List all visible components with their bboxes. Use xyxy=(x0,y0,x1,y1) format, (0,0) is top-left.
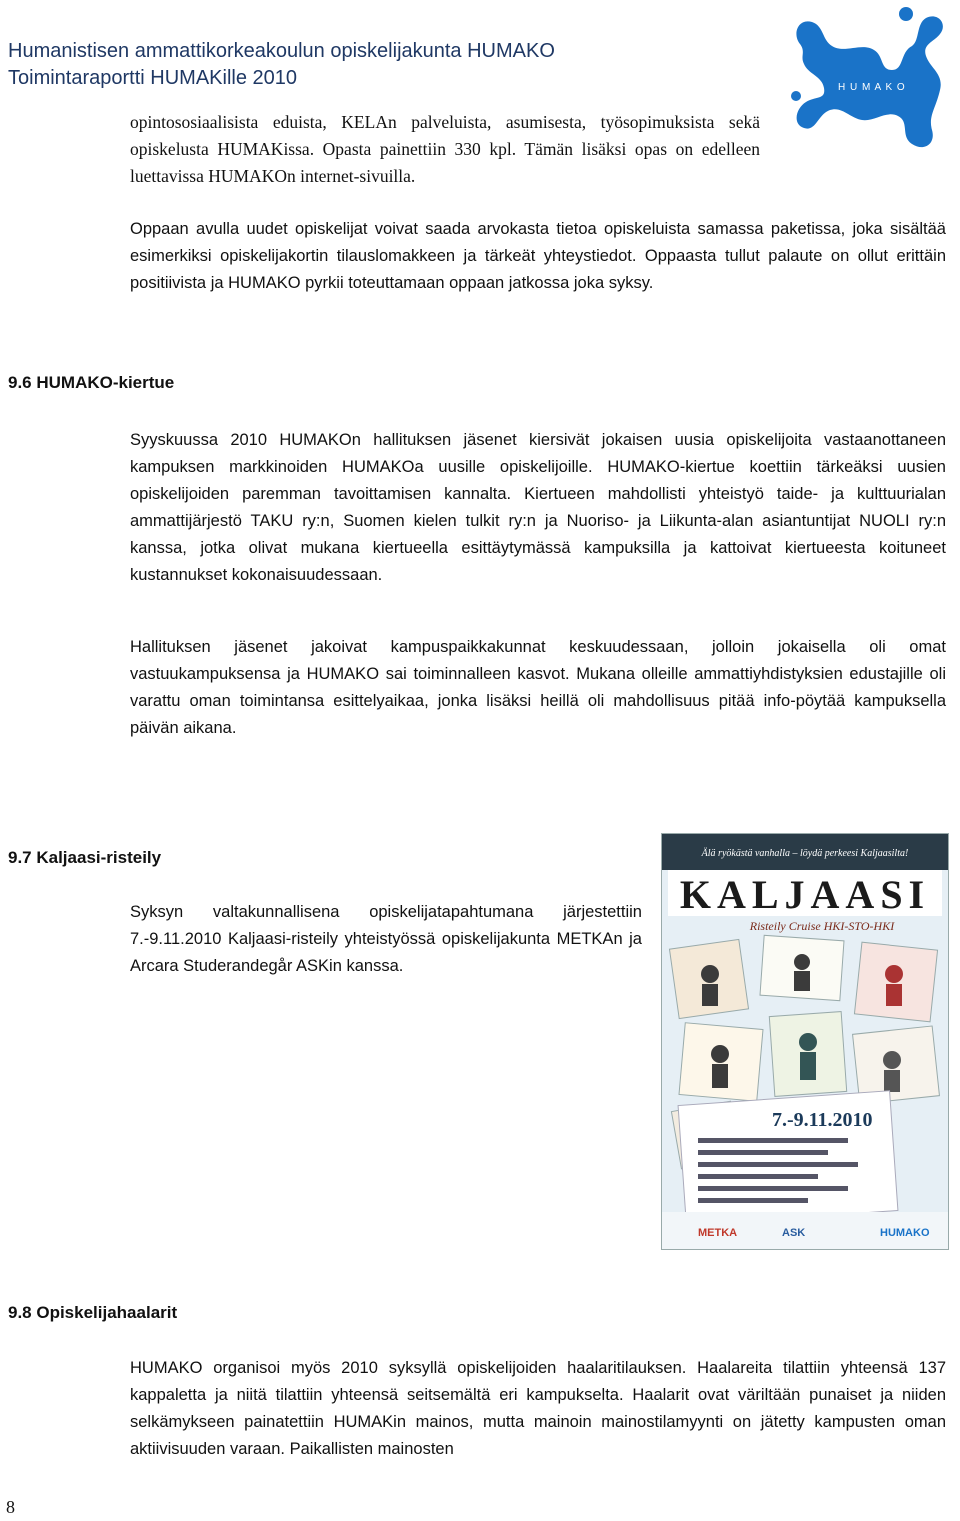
kaljaasi-poster xyxy=(661,833,949,1250)
poster-date: 7.-9.11.2010 xyxy=(772,1109,873,1131)
intro-continuation: opintososiaalisista eduista, KELAn palveluista, asumisesta, työsopimuksista sekä opiskelusta HUMAKissa. Opasta painettiin 330 kpl. Tämän lisäksi opas on edelleen luettavissa HUMAKOn internet-sivuilla. xyxy=(130,112,760,186)
section-9-6-heading: 9.6 HUMAKO-kiertue xyxy=(8,373,175,392)
section-9-7-paragraph: Syksyn valtakunnallisena opiskelijatapahtumana järjestettiin 7.-9.11.2010 Kaljaasi-risteily yhteistyössä opiskelijakunta METKAn ja Arcara Studerandegår ASKin kanssa. xyxy=(130,903,642,975)
section-9-8-heading: 9.8 Opiskelijahaalarit xyxy=(8,1303,178,1322)
section-9-6-paragraph-1: Syyskuussa 2010 HUMAKOn hallituksen jäsenet kiersivät jokaisen uusia opiskelijoita vastaanottaneen kampuksen markkinoiden HUMAKOa uusille opiskelijoille. HUMAKO-kiertue koettiin tärkeäksi uusien opiskelijoiden paremman tavoittamisen kannalta. Kiertueen mahdollisti yhteistyö taide- ja kulttuurialan ammattijärjestö TAKU ry:n, Suomen kielen tulkit ry:n ja Nuoriso- ja Liikunta-alan asiantuntijat NUOLI ry:n kanssa, jotka olivat mukana kiertueella esittäytymässä kampuksilla ja kattoivat kiertueesta koituneet kustannukset kokonaisuudessaan. xyxy=(130,431,946,584)
poster-tagline: Älä ryökästä vanhalla – löydä perkeesi Kaljaasilta! xyxy=(701,848,909,859)
header-report-title: Toimintaraportti HUMAKille 2010 xyxy=(8,67,298,89)
header-organization: Humanistisen ammattikorkeakoulun opiskelijakunta HUMAKO xyxy=(8,40,555,62)
poster-sponsor-2: ASK xyxy=(782,1227,806,1239)
section-9-8-paragraph: HUMAKO organisoi myös 2010 syksyllä opiskelijoiden haalaritilauksen. Haalareita tilattiin yhteensä 137 kappaletta ja niitä tilattiin yhteensä seitsemältä eri kampukselta. Haalarit ovat väriltään punaiset ja niiden selkämykseen painatettiin HUMAKin mainos, mutta mainoin mainostilamyynti on jätetty kampusten oman aktiivisuuden varaan. Paikallisten mainosten xyxy=(130,1359,946,1458)
poster-sponsor-1: METKA xyxy=(698,1227,738,1239)
section-9-6-paragraph-2: Hallituksen jäsenet jakoivat kampuspaikkakunnat keskuudessaan, jolloin jokaisella oli omat vastuukampuksensa ja HUMAKO sai toiminnalleen kasvot. Mukana olleille ammattiyhdistyksien edustajille oli varattu oman toimintansa esittelyaikaa, jonka lisäksi heillä oli mahdollisuus pitää info-pöytää kampuksella päivän aikana. xyxy=(130,638,946,737)
humako-logo xyxy=(788,4,950,152)
poster-subtitle: Risteily Cruise HKI-STO-HKI xyxy=(749,919,895,933)
section-9-7-heading: 9.7 Kaljaasi-risteily xyxy=(8,848,162,867)
poster-title: KALJAASI xyxy=(679,872,931,917)
intro-paragraph: Oppaan avulla uudet opiskelijat voivat saada arvokasta tietoa opiskeluista samassa paketissa, joka sisältää esimerkiksi opiskelijakortin tilauslomakkeen ja tärkeät yhteystiedot. Oppaasta tullut palaute on ollut erittäin positiivista ja HUMAKO pyrkii toteuttamaan oppaan jatkossa joka syksy. xyxy=(130,220,946,292)
page-number: 8 xyxy=(6,1497,15,1517)
logo-lettering: H U M A K O xyxy=(838,82,906,93)
poster-sponsor-3: HUMAKO xyxy=(880,1227,930,1239)
